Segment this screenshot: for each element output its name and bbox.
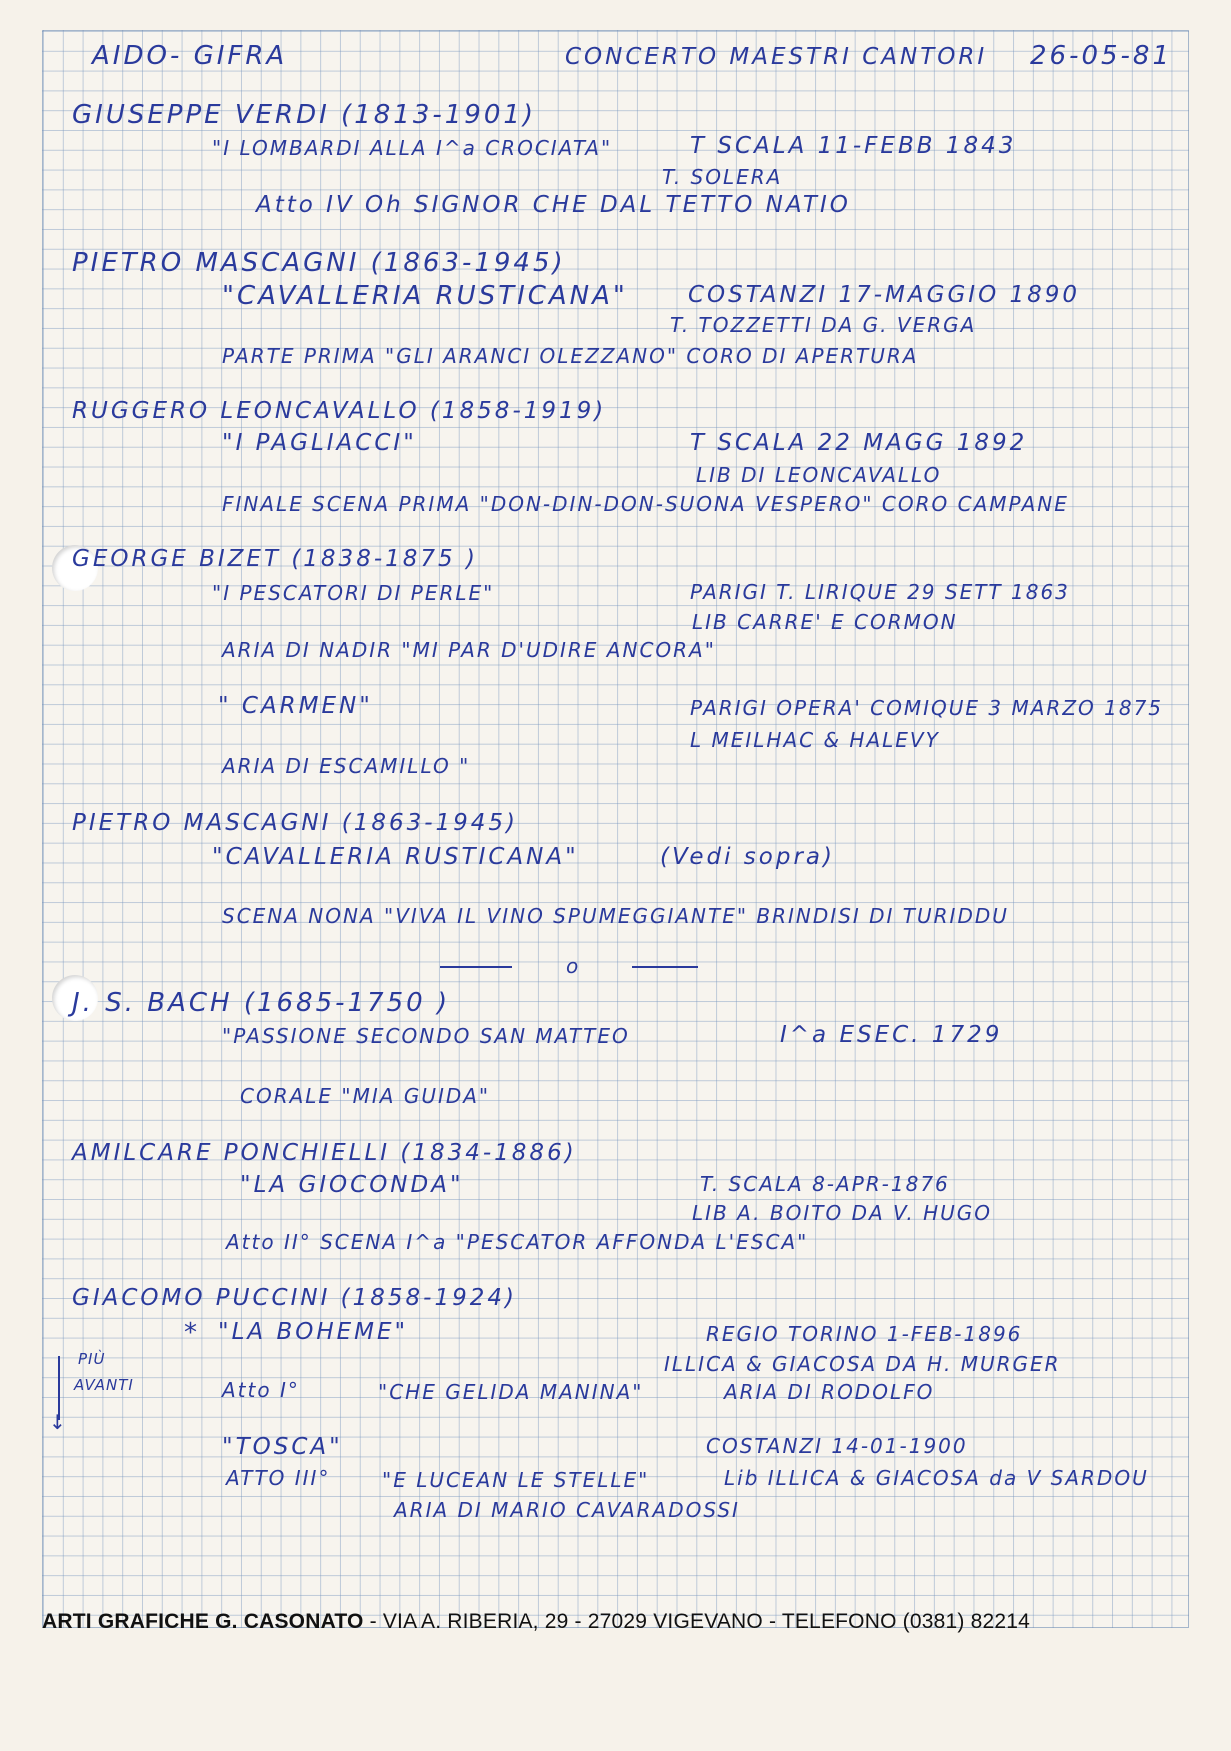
premiere-pagliacci: T SCALA 22 MAGG 1892 xyxy=(690,430,1028,456)
composer-mascagni-2: PIETRO MASCAGNI (1863-1945) xyxy=(72,810,519,836)
footer-company: ARTI GRAFICHE G. CASONATO xyxy=(42,1610,364,1633)
star-mark: * xyxy=(184,1318,197,1348)
piece-tosca: "E LUCEAN LE STELLE" xyxy=(382,1468,650,1492)
composer-leoncavallo: RUGGERO LEONCAVALLO (1858-1919) xyxy=(72,398,607,424)
piece-pagliacci: FINALE SCENA PRIMA "DON-DIN-DON-SUONA VESPERO" CORO CAMPANE xyxy=(222,492,1069,516)
footer-address: - VIA A. RIBERIA, 29 - 27029 VIGEVANO - TELEFONO (0381) 82214 xyxy=(363,1610,1030,1633)
act-tosca: ATTO III° xyxy=(226,1466,331,1490)
piece-passione: CORALE "MIA GUIDA" xyxy=(240,1084,491,1108)
composer-bizet: GEORGE BIZET (1838-1875 ) xyxy=(72,546,478,572)
libretto-boheme: ILLICA & GIACOSA DA H. MURGER xyxy=(664,1352,1061,1376)
note-vedi-sopra: (Vedi sopra) xyxy=(660,844,835,870)
header-title: CONCERTO MAESTRI CANTORI xyxy=(565,44,988,70)
libretto-gioconda: LIB A. BOITO DA V. HUGO xyxy=(692,1201,993,1225)
header-date: 26-05-81 xyxy=(1030,41,1173,71)
opera-cavalleria-1: "CAVALLERIA RUSTICANA" xyxy=(222,281,628,311)
libretto-tosca: Lib ILLICA & GIACOSA da V SARDOU xyxy=(724,1466,1149,1490)
separator-line-right xyxy=(632,966,698,968)
piece-gioconda: Atto II° SCENA I^a "PESCATOR AFFONDA L'ESCA" xyxy=(226,1230,809,1254)
side-note-line1: PIÙ xyxy=(78,1350,106,1368)
premiere-passione: I^a ESEC. 1729 xyxy=(780,1022,1003,1048)
premiere-pescatori: PARIGI T. LIRIQUE 29 SETT 1863 xyxy=(690,580,1070,604)
libretto-pescatori: LIB CARRE' E CORMON xyxy=(692,610,958,634)
composer-bach: J. S. BACH (1685-1750 ) xyxy=(72,988,451,1018)
premiere-boheme: REGIO TORINO 1-FEB-1896 xyxy=(706,1322,1023,1346)
separator-line-left xyxy=(440,966,512,968)
libretto-carmen: L MEILHAC & HALEVY xyxy=(690,728,940,752)
composer-puccini: GIACOMO PUCCINI (1858-1924) xyxy=(72,1285,517,1311)
premiere-gioconda: T. SCALA 8-APR-1876 xyxy=(700,1172,950,1196)
opera-gioconda: "LA GIOCONDA" xyxy=(240,1172,464,1198)
composer-mascagni-1: PIETRO MASCAGNI (1863-1945) xyxy=(72,248,566,278)
piece-cavalleria-1: PARTE PRIMA "GLI ARANCI OLEZZANO" CORO DI APERTURA xyxy=(222,344,919,368)
libretto-cavalleria: T. TOZZETTI DA G. VERGA xyxy=(670,313,977,337)
opera-pescatori: "I PESCATORI DI PERLE" xyxy=(212,581,495,605)
piece-pescatori: ARIA DI NADIR "MI PAR D'UDIRE ANCORA" xyxy=(222,638,716,662)
header-left: AIDO- GIFRA xyxy=(92,41,288,71)
side-note-line2: AVANTI xyxy=(74,1376,134,1394)
premiere-carmen: PARIGI OPERA' COMIQUE 3 MARZO 1875 xyxy=(690,696,1164,720)
opera-tosca: "TOSCA" xyxy=(222,1434,343,1460)
composer-ponchielli: AMILCARE PONCHIELLI (1834-1886) xyxy=(72,1140,577,1166)
opera-lombardi: "I LOMBARDI ALLA I^a CROCIATA" xyxy=(212,136,613,160)
libretto-pagliacci: LIB DI LEONCAVALLO xyxy=(696,463,942,487)
arrow-down-icon: ↓ xyxy=(49,1410,66,1434)
opera-boheme: "LA BOHEME" xyxy=(218,1319,409,1345)
piece-boheme-desc: ARIA DI RODOLFO xyxy=(724,1380,935,1404)
libretto-lombardi: T. SOLERA xyxy=(662,165,783,189)
piece-boheme: "CHE GELIDA MANINA" xyxy=(378,1380,644,1404)
piece-lombardi: Atto IV Oh SIGNOR CHE DAL TETTO NATIO xyxy=(256,192,851,218)
opera-pagliacci: "I PAGLIACCI" xyxy=(222,430,417,456)
piece-carmen: ARIA DI ESCAMILLO " xyxy=(222,754,471,778)
printer-footer xyxy=(42,1610,1192,1634)
piece-tosca-desc: ARIA DI MARIO CAVARADOSSI xyxy=(394,1498,740,1522)
premiere-lombardi: T SCALA 11-FEBB 1843 xyxy=(690,133,1017,159)
premiere-cavalleria: COSTANZI 17-MAGGIO 1890 xyxy=(688,282,1081,308)
premiere-tosca: COSTANZI 14-01-1900 xyxy=(706,1434,968,1458)
act-boheme: Atto I° xyxy=(222,1378,300,1402)
opera-cavalleria-2: "CAVALLERIA RUSTICANA" xyxy=(212,844,579,870)
composer-verdi: GIUSEPPE VERDI (1813-1901) xyxy=(72,100,537,130)
separator-mark: o xyxy=(566,954,579,978)
opera-passione: "PASSIONE SECONDO SAN MATTEO xyxy=(222,1024,630,1048)
piece-cavalleria-2: SCENA NONA "VIVA IL VINO SPUMEGGIANTE" BRINDISI DI TURIDDU xyxy=(222,904,1009,928)
opera-carmen: " CARMEN" xyxy=(218,693,373,719)
